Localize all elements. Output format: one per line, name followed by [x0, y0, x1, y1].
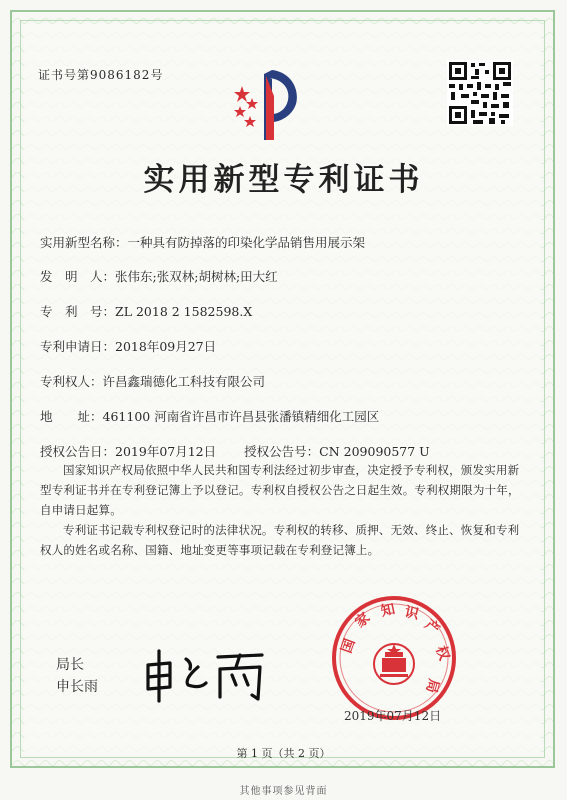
svg-text:国: 国: [338, 636, 359, 656]
svg-text:识: 识: [403, 604, 421, 623]
field-value: ZL 2018 2 1582598.X: [115, 304, 253, 319]
field-value: CN 209090577 U: [319, 444, 430, 459]
field-label: 授权公告日：: [40, 444, 116, 459]
field-application-date: [40, 337, 216, 355]
svg-text:知: 知: [379, 601, 397, 620]
field-value: 许昌鑫瑞德化工科技有限公司: [102, 374, 266, 389]
field-patentee: [40, 372, 265, 390]
svg-text:家: 家: [352, 609, 374, 632]
field-value: 461100 河南省许昌市许昌县张潘镇精细化工园区: [102, 409, 380, 424]
field-address: [40, 407, 379, 425]
svg-text:权: 权: [432, 643, 453, 663]
body-paragraph-2: 专利证书记载专利权登记时的法律状况。专利权的转移、质押、无效、终止、恢复和专利权人的姓名或名称、国籍、地址变更等事项记载在专利登记簿上。: [40, 523, 520, 557]
field-value: 一种具有防掉落的印染化学品销售用展示架: [127, 235, 366, 250]
certificate-number: 证书号第9086182号: [38, 68, 164, 82]
field-label: 地 址：: [40, 409, 103, 424]
signatory-title: 局长: [56, 657, 84, 673]
field-value: 张伟东;张双林;胡树林;田大红: [115, 269, 278, 284]
field-label: 专 利 号：: [40, 304, 116, 319]
official-seal-icon: [330, 594, 458, 722]
field-label: 发 明 人：: [40, 269, 116, 284]
handwritten-signature: [140, 645, 275, 705]
qr-code-icon: [447, 60, 513, 126]
body-paragraph-1: 国家知识产权局依照中华人民共和国专利法经过初步审查，决定授予专利权，颁发实用新型专利证书并在专利登记簿上予以登记。专利权自授权公告之日起生效。专利权期限为十年，自申请日起算。: [40, 463, 520, 517]
signatory-name: 申长雨: [56, 679, 98, 695]
cnipa-logo-icon: [228, 66, 308, 142]
field-value: 2018年09月27日: [115, 339, 217, 354]
seal-date: 2019年07月12日: [344, 709, 442, 723]
field-value: 2019年07月12日: [115, 444, 217, 459]
field-inventors: [40, 267, 278, 285]
field-utility-name: [40, 233, 365, 251]
field-label: 专利权人：: [40, 374, 103, 389]
footer-note: 其他事项参见背面: [239, 786, 328, 797]
field-label: 授权公告号：: [244, 444, 320, 459]
field-label: 专利申请日：: [40, 339, 116, 354]
field-grant-date: [40, 442, 430, 460]
page-number: 第 1 页（共 2 页）: [236, 747, 331, 760]
field-patent-number: [40, 302, 252, 320]
page-title: 实用新型专利证书: [143, 162, 424, 198]
svg-text:产: 产: [421, 616, 443, 639]
svg-text:局: 局: [422, 676, 442, 695]
field-label: 实用新型名称：: [40, 235, 128, 250]
